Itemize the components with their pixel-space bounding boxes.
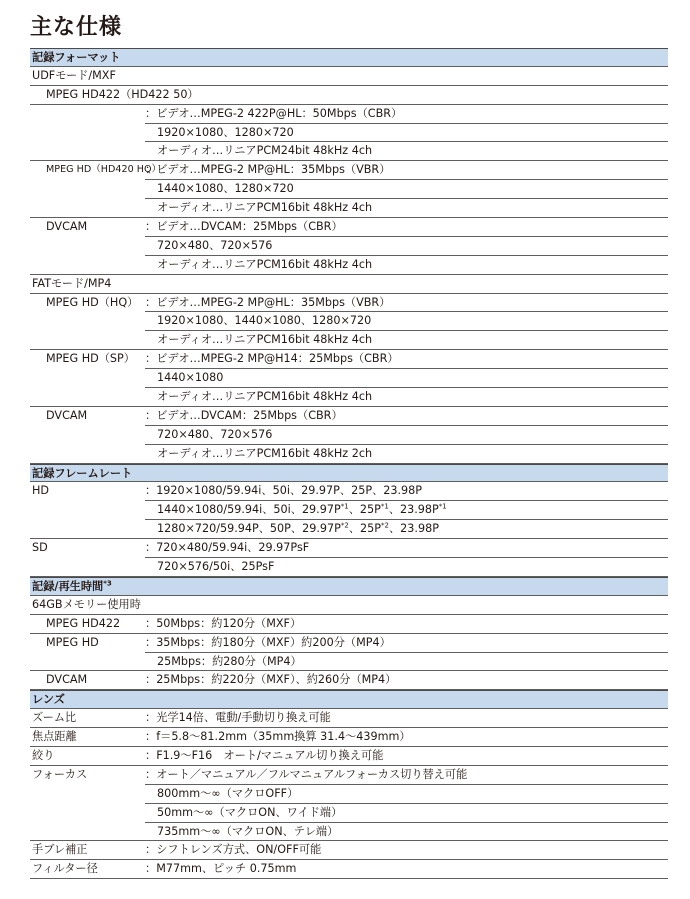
spec-row (30, 445, 668, 464)
spec-label: MPEG HD（HQ） (46, 295, 139, 309)
spec-row (30, 785, 668, 804)
spec-row (30, 653, 668, 672)
spec-value: ：ビデオ…MPEG-2 MP@HL：35Mbps（VBR） (145, 163, 391, 177)
spec-value: 1920×1080、1440×1080、1280×720 (157, 314, 372, 328)
spec-row (30, 312, 668, 331)
spec-row (30, 539, 668, 558)
spec-value: オーディオ…リニアPCM16bit 48kHz 4ch (157, 390, 373, 404)
spec-label: DVCAM (46, 220, 88, 234)
spec-label: MPEG HD422（HD422 50） (46, 87, 199, 101)
spec-row (30, 615, 668, 634)
spec-value: ：ビデオ…DVCAM：25Mbps（CBR） (145, 408, 343, 422)
spec-value: 735mm～∞（マクロON、テレ端） (157, 824, 339, 838)
spec-row (30, 671, 668, 690)
spec-row (30, 804, 668, 823)
spec-label: フィルター径 (32, 862, 98, 876)
spec-row (30, 860, 668, 879)
spec-value: 1280×720/59.94P、50P、$29.97P^{*2}$、$25P^{*2}$、23.98P (157, 521, 439, 536)
spec-row (30, 426, 668, 445)
spec-row (30, 841, 668, 860)
spec-value: 1920×1080、1280×720 (157, 125, 294, 139)
spec-row (30, 558, 668, 577)
spec-label: 記録/再生時間$^{*3}$ (32, 579, 112, 593)
spec-row (30, 709, 668, 728)
spec-table (30, 48, 668, 879)
spec-row (30, 501, 668, 520)
spec-row (30, 161, 668, 180)
section-header (30, 464, 668, 483)
spec-value: 1440×1080/59.94i、50i、$29.97P^{*1}$、$25P^{*1}$、$23.98P^{*1}$ (157, 502, 447, 517)
spec-value: ：35Mbps：約180分（MXF）約200分（MP4） (145, 635, 391, 649)
spec-label: 記録フレームレート (32, 466, 133, 480)
spec-row (30, 275, 668, 294)
spec-row (30, 124, 668, 143)
spec-row (30, 728, 668, 747)
section-header (30, 48, 668, 67)
spec-label: DVCAM (46, 408, 88, 422)
spec-row (30, 218, 668, 237)
spec-label: 絞り (32, 748, 55, 762)
spec-label: MPEG HD422 (46, 616, 121, 630)
spec-row (30, 256, 668, 275)
spec-row (30, 180, 668, 199)
spec-row (30, 520, 668, 539)
spec-row (30, 67, 668, 86)
spec-label: SD (32, 541, 48, 555)
spec-label: MPEG HD (46, 635, 99, 649)
spec-row (30, 596, 668, 615)
spec-row (30, 350, 668, 369)
spec-value: ：ビデオ…MPEG-2 422P@HL：50Mbps（CBR） (145, 106, 403, 120)
spec-row (30, 331, 668, 350)
spec-row (30, 388, 668, 407)
spec-value: 720×576/50i、25PsF (157, 560, 275, 574)
spec-label: DVCAM (46, 673, 88, 687)
spec-value: オーディオ…リニアPCM16bit 48kHz 2ch (157, 446, 373, 460)
spec-row (30, 294, 668, 313)
spec-row (30, 634, 668, 653)
spec-label: MPEG HD（SP） (46, 352, 135, 366)
spec-label: ズーム比 (32, 711, 77, 725)
spec-row (30, 105, 668, 124)
spec-label: 焦点距離 (32, 730, 77, 744)
spec-value: ：オート／マニュアル／フルマニュアルフォーカス切り替え可能 (145, 767, 468, 781)
spec-label: フォーカス (32, 767, 88, 781)
section-header (30, 690, 668, 709)
spec-label: 64GBメモリー使用時 (32, 597, 141, 611)
spec-label: FATモード/MP4 (32, 276, 112, 290)
spec-label: MPEG HD（HD420 HQ） (46, 164, 162, 176)
spec-value: ：ビデオ…DVCAM：25Mbps（CBR） (145, 220, 343, 234)
spec-value: ：25Mbps：約220分（MXF）、約260分（MP4） (145, 673, 397, 687)
spec-value: ：1920×1080/59.94i、50i、29.97P、25P、23.98P (145, 484, 423, 498)
spec-value: オーディオ…リニアPCM24bit 48kHz 4ch (157, 144, 373, 158)
spec-value: 25Mbps：約280分（MP4） (157, 654, 302, 668)
spec-row (30, 369, 668, 388)
spec-value: 50mm～∞（マクロON、ワイド端） (157, 805, 343, 819)
spec-value: ：50Mbps：約120分（MXF） (145, 616, 302, 630)
spec-value: オーディオ…リニアPCM16bit 48kHz 4ch (157, 257, 373, 271)
spec-row (30, 407, 668, 426)
spec-value: ：f＝5.8～81.2mm（35mm換算 31.4～439mm） (145, 730, 411, 744)
spec-value: ：シフトレンズ方式、ON/OFF可能 (145, 843, 322, 857)
spec-label: レンズ (32, 693, 65, 707)
spec-value: オーディオ…リニアPCM16bit 48kHz 4ch (157, 201, 373, 215)
spec-label: HD (32, 484, 50, 498)
spec-label: 手ブレ補正 (32, 843, 88, 857)
spec-value: 720×480、720×576 (157, 427, 273, 441)
spec-value: ：光学14倍、電動/手動切り換え可能 (145, 711, 331, 725)
section-header (30, 577, 668, 596)
spec-row (30, 237, 668, 256)
spec-row (30, 142, 668, 161)
spec-value: ：F1.9～F16 オート/マニュアル切り換え可能 (145, 748, 384, 762)
spec-value: ：720×480/59.94i、29.97PsF (145, 541, 310, 555)
spec-row (30, 766, 668, 785)
spec-label: UDFモード/MXF (32, 68, 116, 82)
spec-row (30, 482, 668, 501)
spec-value: 1440×1080、1280×720 (157, 182, 294, 196)
spec-row (30, 823, 668, 842)
spec-value: 720×480、720×576 (157, 238, 273, 252)
spec-row (30, 747, 668, 766)
spec-value: オーディオ…リニアPCM16bit 48kHz 4ch (157, 333, 373, 347)
page-title: 主な仕様 (30, 15, 123, 40)
spec-value: ：ビデオ…MPEG-2 MP@HL：35Mbps（VBR） (145, 295, 391, 309)
spec-value: 800mm～∞（マクロOFF） (157, 786, 299, 800)
spec-value: 1440×1080 (157, 371, 224, 385)
spec-value: ：M77mm、ピッチ 0.75mm (145, 862, 297, 876)
spec-value: ：ビデオ…MPEG-2 MP@H14：25Mbps（CBR） (145, 352, 399, 366)
spec-row (30, 86, 668, 105)
spec-label: 記録フォーマット (32, 51, 121, 64)
spec-row (30, 199, 668, 218)
